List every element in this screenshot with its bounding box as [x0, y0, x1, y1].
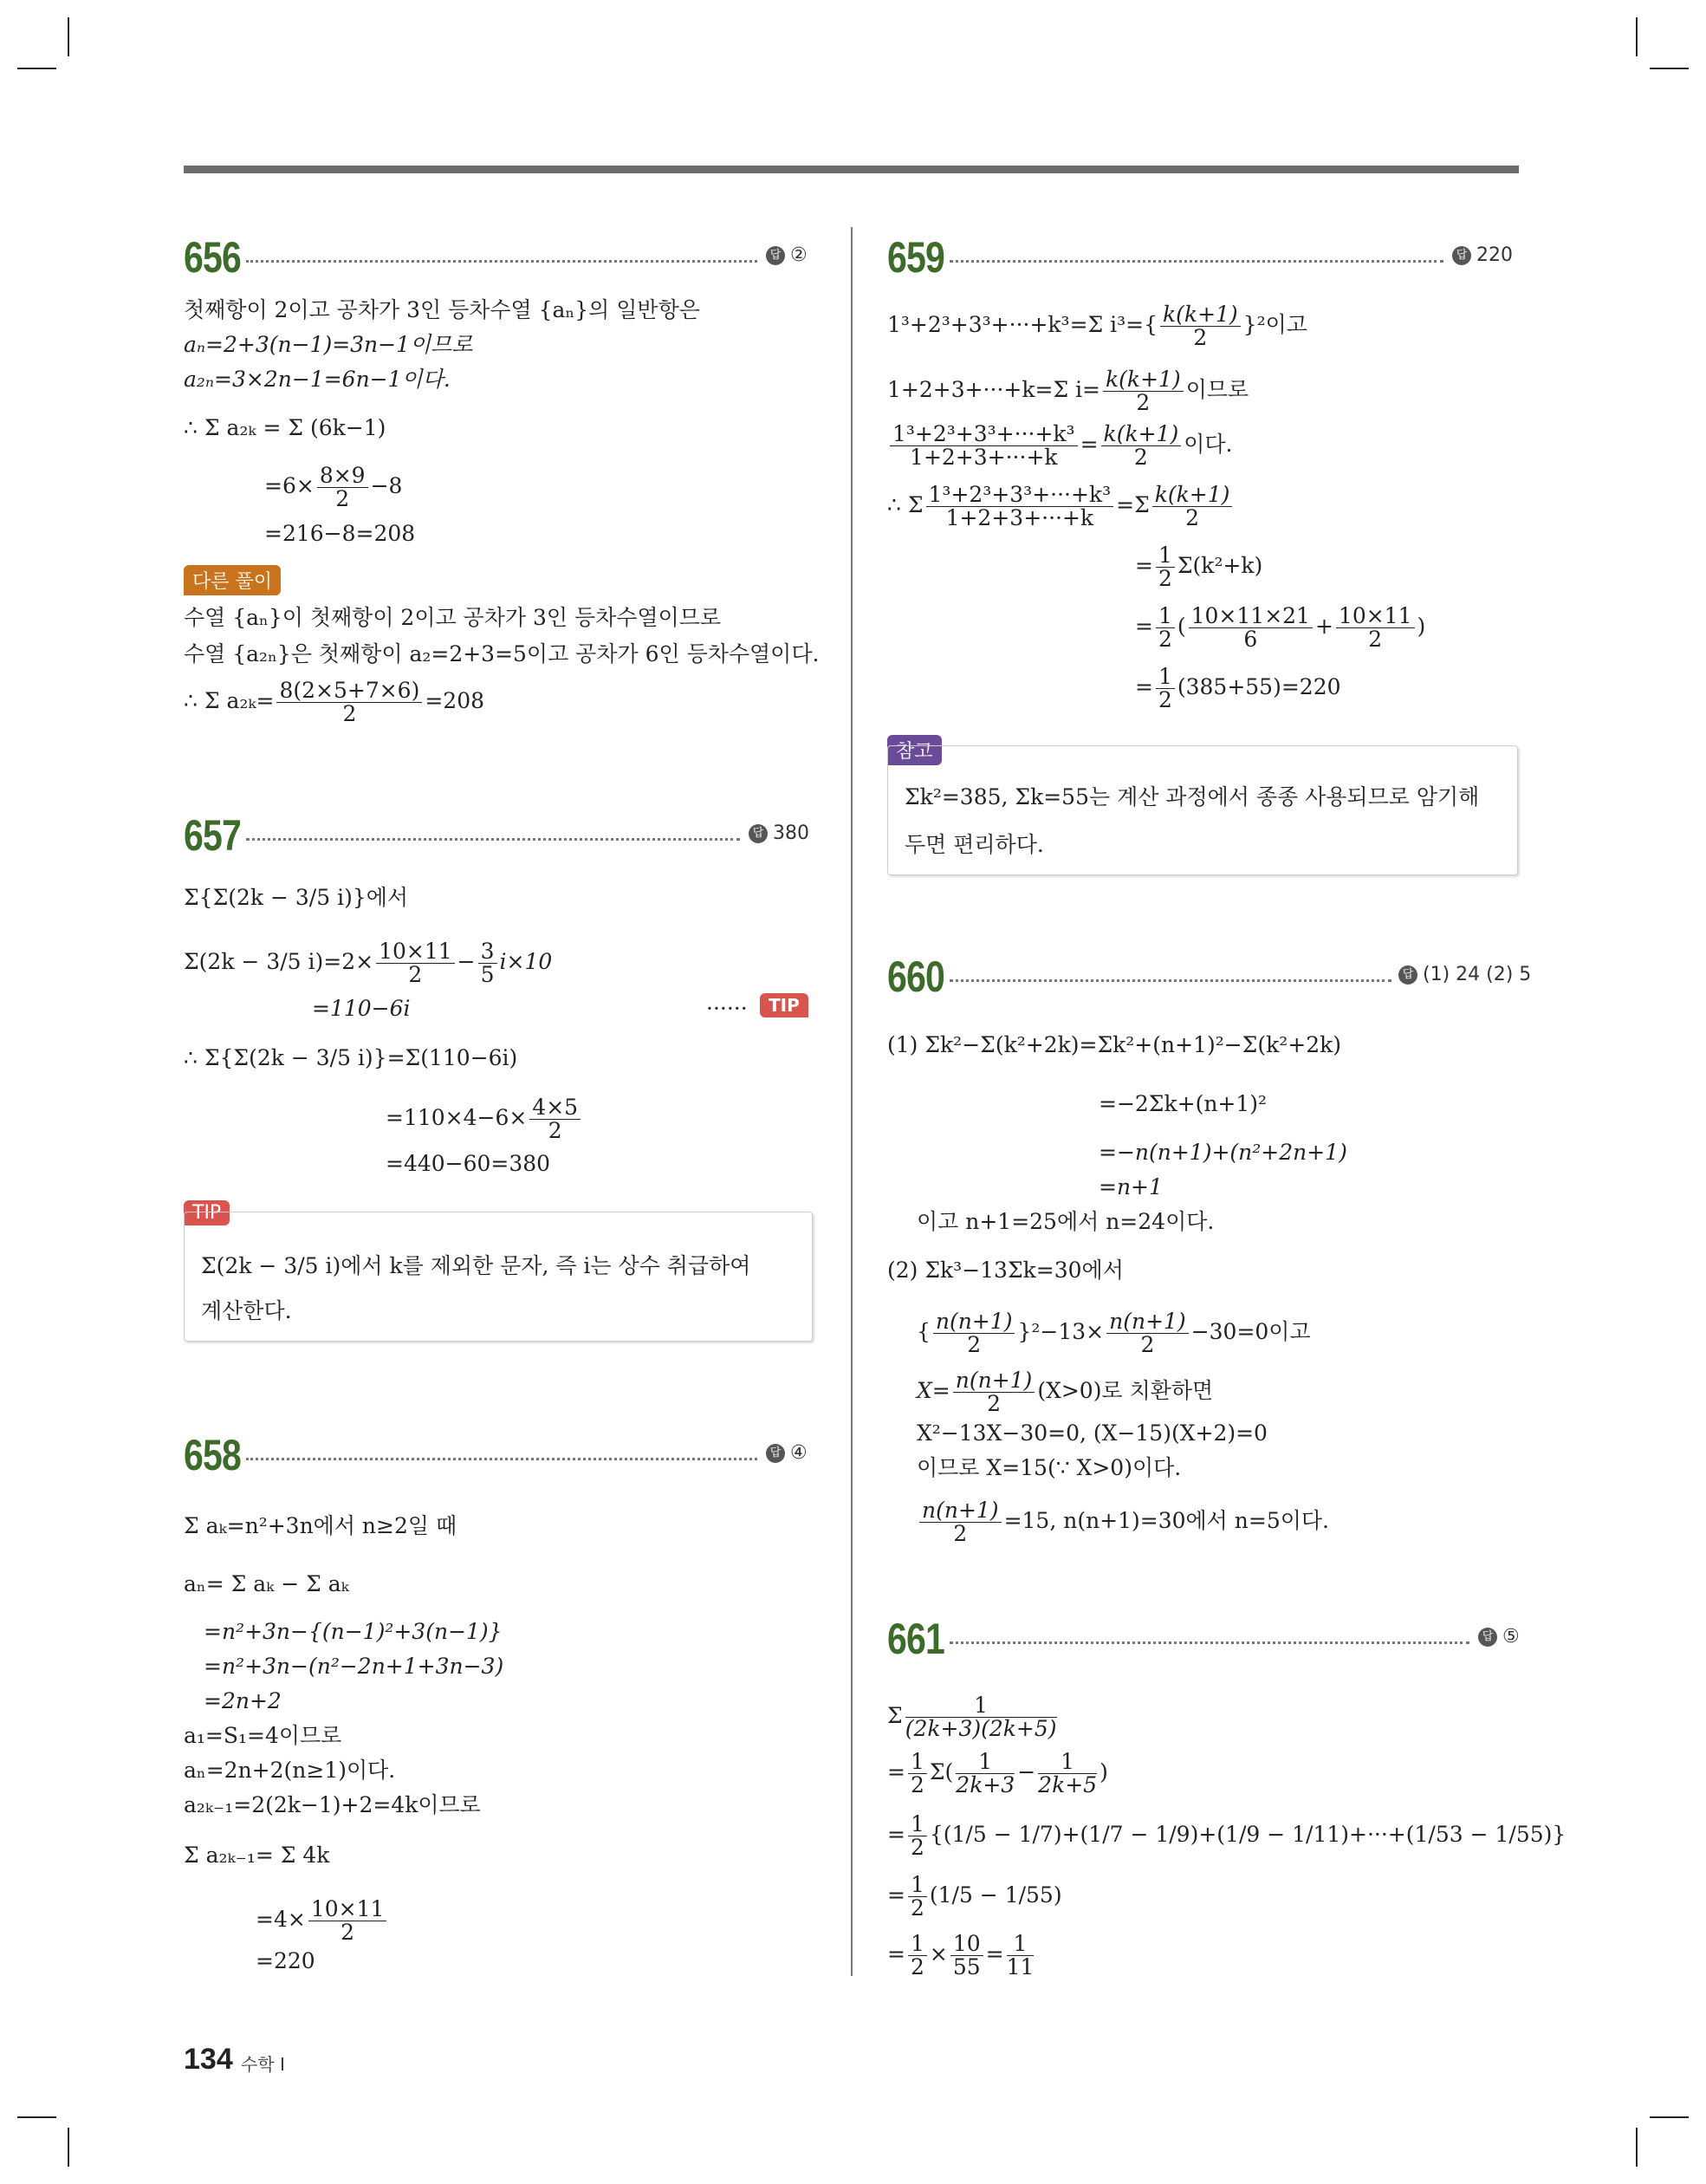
math-line: =4× $\frac{10\times 11}{2}$: [256, 1898, 389, 1944]
leader-dots: [950, 260, 1443, 263]
text-line: 계산한다.: [201, 1298, 292, 1323]
math-line: = $\frac{1}{2}$ × $\frac{10}{55}$ = $\frac{1}{11}$: [887, 1931, 1035, 1979]
problem-header: [887, 952, 1532, 1004]
text-line: (1) Σk²−Σ(k²+2k)=Σk²+(n+1)²−Σ(k²+2k): [887, 1032, 1342, 1057]
problem-header: [184, 1430, 816, 1482]
text-line: Σ aₖ=n²+3n에서 n≥2일 때: [184, 1513, 457, 1538]
answer: 답 (1) 24 (2) 5: [1398, 964, 1531, 985]
fraction: $\frac{8\times 9}{2}$: [317, 465, 368, 510]
text-line: aₙ= Σ aₖ − Σ aₖ: [184, 1571, 349, 1596]
answer-icon: 답: [766, 246, 785, 265]
math-line: ∴ Σ $\frac{\text{1³+2³+3³+···+k³}}{1+2+3+\cdot\cdot\cdot+k}$ =Σ $\frac{k(k+1)}{2}$: [887, 484, 1235, 530]
text-line: X²−13X−30=0, (X−15)(X+2)=0: [917, 1420, 1268, 1446]
math-line: =110×4−6× $\frac{4\times 5}{2}$: [386, 1096, 583, 1142]
fraction: $\frac{k(k+1)}{2}$: [1101, 423, 1182, 469]
reference-label: 참고: [887, 735, 942, 765]
answer-icon: 답: [766, 1444, 785, 1463]
math-line: Σ $\frac{1}{(2k+3)(2k+5)}$: [887, 1693, 1057, 1741]
fraction: $\frac{1}{2k+3}$: [956, 1749, 1015, 1797]
fraction: $\frac{1}{2}$: [1156, 544, 1175, 590]
text-line: =n²+3n−(n²−2n+1+3n−3): [204, 1654, 504, 1679]
subject-label: 수학 I: [241, 2054, 285, 2075]
fraction: $\frac{k(k+1)}{2}$: [1160, 303, 1241, 349]
problem-number: 657: [184, 811, 241, 860]
math-line: 1³+2³+3³+···+k³=Σ i³={ $\frac{k(k+1)}{2}$ }²이고: [887, 302, 1307, 350]
text-line: =−n(n+1)+(n²+2n+1): [1099, 1140, 1347, 1165]
text-line: =2n+2: [204, 1688, 282, 1713]
crop-mark: [17, 2116, 56, 2118]
leader-dots: [246, 260, 757, 263]
crop-mark: [1650, 68, 1689, 69]
answer: 답 ⑤: [1478, 1626, 1520, 1648]
fraction: $\frac{1}{(2k+3)(2k+5)}$: [905, 1693, 1057, 1741]
leader-dots: [246, 1458, 757, 1460]
math-line: = $\frac{1}{2}$ (1/5 − 1/55): [887, 1872, 1062, 1921]
math-line: ∴ Σ a₂ₖ= $\frac{8(2\times 5+7\times 6)}{2}$ =208: [184, 678, 485, 726]
crop-mark: [1636, 17, 1638, 56]
fraction: $\frac{1}{11}$: [1006, 1931, 1035, 1979]
crop-mark: [1636, 2128, 1638, 2167]
math-line: X= $\frac{n(n+1)}{2}$ (X>0)로 치환하면: [917, 1368, 1214, 1416]
problem-659: [887, 232, 1520, 284]
tip-marker: TIP: [760, 993, 808, 1017]
problem-657: [184, 810, 816, 862]
text-line: 두면 편리하다.: [905, 832, 1044, 857]
text-line: a₂ₖ₋₁=2(2k−1)+2=4k이므로: [184, 1792, 481, 1817]
answer-icon: 답: [1398, 965, 1417, 985]
crop-mark: [68, 2128, 69, 2167]
fraction: $\frac{1}{2}$: [1156, 666, 1175, 712]
text-line: =440−60=380: [386, 1151, 551, 1176]
problem-658: [184, 1430, 816, 1482]
answer: 답 220: [1452, 244, 1513, 266]
text-line: =−2Σk+(n+1)²: [1099, 1091, 1268, 1116]
math-line: = $\frac{1}{2}$ {(1/5 − 1/7)+(1/7 − 1/9)+(1/9 − 1/11)+···+(1/53 − 1/55)}: [887, 1811, 1567, 1860]
answer: 답 ④: [766, 1442, 808, 1464]
fraction: $\frac{1}{2}$: [908, 1813, 927, 1859]
fraction: $\frac{1}{2}$: [908, 1751, 927, 1797]
text-line: =220: [256, 1948, 315, 1973]
text-line: =110−6i: [312, 996, 411, 1021]
fraction: $\frac{n(n+1)}{2}$: [953, 1369, 1035, 1415]
text-line: aₙ=2+3(n−1)=3n−1이므로: [184, 332, 473, 357]
fraction: $\frac{n(n+1)}{2}$: [919, 1499, 1002, 1545]
text-line: =n+1: [1099, 1174, 1163, 1199]
crop-mark: [1650, 2116, 1689, 2118]
fraction: $\frac{10\times 11}{2}$: [1336, 605, 1415, 651]
fraction: $\frac{1}{2k+5}$: [1038, 1749, 1098, 1797]
fraction: $\frac{\text{1³+2³+3³+···+k³}}{1+2+3+\cdot\cdot\cdot+k}$: [926, 484, 1114, 530]
text-line: Σ{Σ(2k − 3/5 i)}에서: [184, 885, 409, 910]
problem-header: [184, 232, 816, 284]
leader-dots: [246, 838, 740, 841]
text-line: 첫째항이 2이고 공차가 3인 등차수열 {aₙ}의 일반항은: [184, 297, 700, 322]
math-line: 1+2+3+···+k=Σ i= $\frac{k(k+1)}{2}$ 이므로: [887, 367, 1249, 415]
tip-dots: ······: [706, 996, 748, 1021]
text-line: ∴ Σ{Σ(2k − 3/5 i)}=Σ(110−6i): [184, 1045, 518, 1070]
answer-icon: 답: [749, 824, 768, 843]
crop-mark: [68, 17, 69, 56]
fraction: $\frac{10\times 11\times 21}{6}$: [1189, 605, 1313, 651]
text-line: a₂ₙ=3×2n−1=6n−1이다.: [184, 367, 451, 392]
problem-header: [887, 232, 1520, 284]
crop-mark: [17, 68, 56, 69]
problem-number: 658: [184, 1431, 241, 1479]
problem-number: 656: [184, 233, 241, 282]
column-divider: [851, 227, 853, 1976]
math-line: =6× $\frac{8\times 9}{2}$ −8: [264, 463, 403, 511]
text-line: (2) Σk³−13Σk=30에서: [887, 1258, 1124, 1283]
text-line: 수열 {aₙ}이 첫째항이 2이고 공차가 3인 등차수열이므로: [184, 605, 722, 630]
text-line: Σk²=385, Σk=55는 계산 과정에서 종종 사용되므로 암기해: [905, 784, 1480, 809]
text-line: 수열 {a₂ₙ}은 첫째항이 a₂=2+3=5이고 공차가 6인 등차수열이다.: [184, 641, 820, 666]
text-line: Σ(2k − 3/5 i)에서 k를 제외한 문자, 즉 i는 상수 취급하여: [201, 1253, 751, 1278]
math-line: = $\frac{1}{2}$ ( $\frac{10\times 11\times 21}{6}$ + $\frac{10\times 11}{2}$ ): [1135, 603, 1426, 652]
text-line: ∴ Σ a₂ₖ = Σ (6k−1): [184, 415, 386, 440]
math-line: = $\frac{1}{2}$ Σ( $\frac{1}{2k+3}$ − $\frac{1}{2k+5}$ ): [887, 1749, 1108, 1797]
math-line: $\frac{\text{1³+2³+3³+···+k³}}{1+2+3+\cdot\cdot\cdot+k}$ = $\frac{k(k+1)}{2}$ 이다.: [887, 423, 1232, 469]
fraction: $\frac{\text{1³+2³+3³+···+k³}}{1+2+3+\cdot\cdot\cdot+k}$: [890, 423, 1078, 469]
fraction: $\frac{10\times 11}{2}$: [308, 1898, 387, 1944]
math-line: $\frac{n(n+1)}{2}$ =15, n(n+1)=30에서 n=5이다.: [917, 1499, 1329, 1545]
page-number: 134: [184, 2043, 233, 2076]
text-line: 이므로 X=15(∵ X>0)이다.: [917, 1455, 1182, 1480]
fraction: $\frac{10\times 11}{2}$: [376, 940, 455, 986]
header-rule: [184, 166, 1519, 173]
problem-header: [184, 810, 816, 862]
math-line: = $\frac{1}{2}$ Σ(k²+k): [1135, 543, 1263, 591]
problem-660: [887, 952, 1532, 1004]
text-line: aₙ=2n+2(n≥1)이다.: [184, 1758, 396, 1783]
text-line: a₁=S₁=4이므로: [184, 1723, 342, 1748]
fraction: $\frac{8(2\times 5+7\times 6)}{2}$: [276, 679, 422, 725]
problem-661: [887, 1614, 1520, 1666]
fraction: $\frac{n(n+1)}{2}$: [933, 1310, 1015, 1356]
problem-header: [887, 1614, 1520, 1666]
fraction: $\frac{3}{5}$: [478, 940, 497, 986]
math-line: Σ(2k − 3/5 i)=2× $\frac{10\times 11}{2}$ − $\frac{3}{5}$ i×10: [184, 939, 553, 987]
text-line: =216−8=208: [264, 521, 416, 546]
alt-solution-label: 다른 풀이: [184, 565, 281, 595]
fraction: $\frac{4\times 5}{2}$: [529, 1096, 581, 1142]
leader-dots: [950, 1641, 1469, 1644]
text-line: 이고 n+1=25에서 n=24이다.: [917, 1209, 1215, 1234]
answer-icon: 답: [1452, 246, 1471, 265]
fraction: $\frac{k(k+1)}{2}$: [1152, 484, 1233, 530]
problem-number: 660: [887, 952, 944, 1001]
text-line: =n²+3n−{(n−1)²+3(n−1)}: [204, 1619, 503, 1644]
answer-icon: 답: [1478, 1628, 1497, 1647]
tip-label: TIP: [184, 1200, 230, 1225]
answer: 답 ②: [766, 244, 808, 266]
fraction: $\frac{k(k+1)}{2}$: [1103, 368, 1184, 414]
fraction: $\frac{1}{2}$: [908, 1874, 927, 1920]
problem-number: 659: [887, 233, 944, 282]
fraction: $\frac{10}{55}$: [950, 1933, 983, 1979]
math-line: { $\frac{n(n+1)}{2}$ }²−13× $\frac{n(n+1)}{2}$ −30=0이고: [917, 1309, 1311, 1357]
fraction: $\frac{1}{2}$: [908, 1933, 927, 1979]
fraction: $\frac{n(n+1)}{2}$: [1106, 1310, 1189, 1356]
math-line: = $\frac{1}{2}$ (385+55)=220: [1135, 664, 1341, 712]
answer: 답 380: [749, 822, 809, 844]
fraction: $\frac{1}{2}$: [1156, 605, 1175, 651]
leader-dots: [950, 979, 1391, 982]
problem-656: [184, 232, 816, 284]
problem-number: 661: [887, 1615, 944, 1663]
text-line: Σ a₂ₖ₋₁= Σ 4k: [184, 1843, 330, 1868]
